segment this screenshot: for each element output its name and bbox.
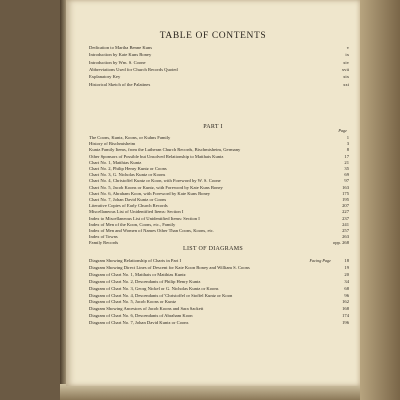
front-matter-entry-page-number: v	[346, 45, 349, 50]
diagram-entry-page-number: 96	[344, 292, 349, 298]
book-bottom-edge	[60, 384, 360, 400]
contents-entry-title: Chart No. 4, Christoffel Kuntz or Koon, with Foreword by W. S. Coone	[89, 178, 221, 184]
contents-entry-page-number: 175	[342, 190, 349, 196]
diagram-entry-title: Diagram of Chart No. 6, Descendants of Abraham Koon	[89, 313, 193, 319]
contents-entry-page-number: 3	[346, 141, 349, 147]
contents-entry-page-number: 163	[342, 184, 349, 190]
diagram-entry-page-number: 162	[342, 299, 349, 305]
contents-entry-title: Index of Towns	[89, 234, 118, 240]
contents-entry-title: Kuntz Family Items, from the Lutheran Church Records, Bischmisheim, Germany	[89, 147, 241, 153]
facing-page-label: Facing Page	[309, 258, 331, 263]
diagram-entry-title: Diagram Showing Ancestors of Jacob Koons and Sara Sackett	[89, 306, 204, 312]
diagram-entry	[89, 319, 349, 327]
contents-entry-page-number: 207	[342, 203, 349, 209]
contents-entry-title: Chart No. 6, Abraham Koon, with Foreword by Kate Kuns Boney	[89, 190, 211, 196]
front-matter-entry-title: Explanatory Key	[89, 74, 121, 80]
front-matter-entry-title: Historical Sketch of the Palatines	[89, 81, 151, 87]
book-page	[66, 0, 360, 386]
contents-entry-title: Chart No. 2, Philip Henry Kuntz or Coons	[89, 166, 167, 171]
diagram-entry-page-number: 68	[344, 285, 349, 291]
contents-entry-title: History of Bischmisheim	[89, 141, 136, 147]
contents-entry-title: Other Sponsors of Possible but Unsolved Relationship to Matthais Kuntz	[89, 153, 224, 159]
contents-entry-page-number: 17	[344, 153, 349, 159]
diagram-entry-page-number: 196	[342, 320, 349, 326]
diagram-entry-page-number: 18	[344, 258, 349, 263]
diagram-entry-page-number: 34	[344, 278, 349, 284]
contents-entry-title: Family Records	[89, 240, 119, 246]
contents-entry-page-number: 97	[344, 178, 349, 184]
front-matter-entry-page-number: xix	[343, 74, 349, 80]
front-matter-entry-page-number: ix	[345, 52, 349, 58]
contents-entry-page-number: 35	[344, 166, 349, 171]
front-matter-entry-title: Dedication to Martha Benne Kuns	[89, 45, 153, 50]
contents-entry-title: Index of Men and Women of Names Other Than Coons, Koons, etc.	[89, 228, 214, 233]
page-column-label: Page	[338, 128, 347, 133]
contents-entry-title: Chart No. 7, Johan David Kuntz or Coons	[89, 197, 167, 202]
contents-entry-page-number: 263	[342, 234, 349, 240]
diagram-entry-title: Diagram of Chart No. 5, Jacob Koons or Kuntz	[89, 299, 177, 305]
contents-entry-page-number: 1	[346, 135, 349, 140]
diagrams-heading: LIST OF DIAGRAMS	[182, 246, 244, 252]
contents-entry-title: Chart No. 1, Matthias Kuntz	[89, 159, 142, 165]
contents-entry-title: Literative Copies of Early Church Records	[89, 203, 168, 209]
contents-entry-page-number: 257	[342, 228, 349, 233]
front-matter-entry-page-number: xiv	[343, 59, 349, 65]
diagram-entry-page-number: 168	[342, 306, 349, 312]
contents-entry-page-number: 195	[342, 197, 349, 202]
diagram-entry-page-number: 19	[344, 264, 349, 270]
contents-entry-title: Index to Miscellaneous List of Unidentified Items: Section I	[89, 215, 200, 221]
diagram-entry-page-number: 20	[344, 271, 349, 277]
contents-entry-page-number: opp. 268	[332, 240, 349, 246]
contents-entry-title: Index of Men of the Koon, Coons, etc., Family	[89, 221, 176, 227]
contents-entry-page-number: 69	[344, 172, 349, 178]
contents-entry-title: Chart No. 5, Jacob Koons or Kuntz, with Foreword by Kate Kuns Boney	[89, 184, 223, 190]
front-matter-entry-page-number: xxi	[343, 81, 349, 87]
contents-entry-title: Chart No. 3, G. Nicholas Kuntz or Koons	[89, 172, 166, 178]
front-matter-entry-title: Introduction by Wm. S. Coone	[89, 59, 146, 65]
contents-entry-page-number: 237	[342, 215, 349, 221]
book-page-edges	[360, 0, 400, 400]
front-matter-entry	[89, 81, 349, 89]
diagram-entry-title: Diagram of Chart No. 3, Georg Nickel or G. Nicholas Kuntz or Koons	[89, 285, 219, 291]
contents-entry-page-number: 8	[346, 147, 349, 153]
front-matter-entry-title: Introduction by Kate Kuns Boney	[89, 52, 152, 58]
contents-entry-page-number: 227	[342, 209, 349, 215]
front-matter-entry-title: Abbreviations Used for Church Records Quoted	[89, 66, 178, 72]
diagram-entry-page-number: 174	[342, 313, 349, 319]
part-heading: PART I	[203, 124, 223, 130]
contents-entry-title: Miscellaneous List of Unidentified Items: Section I	[89, 209, 184, 215]
contents-entry-page-number: 241	[342, 221, 349, 227]
diagram-entry-title: Diagram of Chart No. 2, Descendants of Philip Henry Kuntz	[89, 278, 201, 284]
diagram-entry-title: Diagram Showing Direct Lines of Descent for Kate Koon Boney and William S. Coons	[89, 264, 250, 270]
diagram-entry-title: Diagram of Chart No. 4, Descendants of 'Christoffel or Stoffel Kuntz or Koon	[89, 292, 233, 298]
front-matter-entry-page-number: xvii	[341, 66, 349, 72]
page-title: TABLE OF CONTENTS	[159, 31, 267, 41]
diagram-entry-title: Diagram Showing Relationship of Charts in Part I	[89, 258, 181, 263]
diagram-entry-title: Diagram of Chart No. 1, Matthais or Matthias Kuntz	[89, 271, 186, 277]
diagram-entry-title: Diagram of Chart No. 7, Johan David Kuntz or Coons	[89, 320, 189, 326]
contents-entry-page-number: 21	[344, 159, 349, 165]
contents-entry-title: The Coons, Kuntz, Koons, or Kuhns Family	[89, 135, 171, 140]
